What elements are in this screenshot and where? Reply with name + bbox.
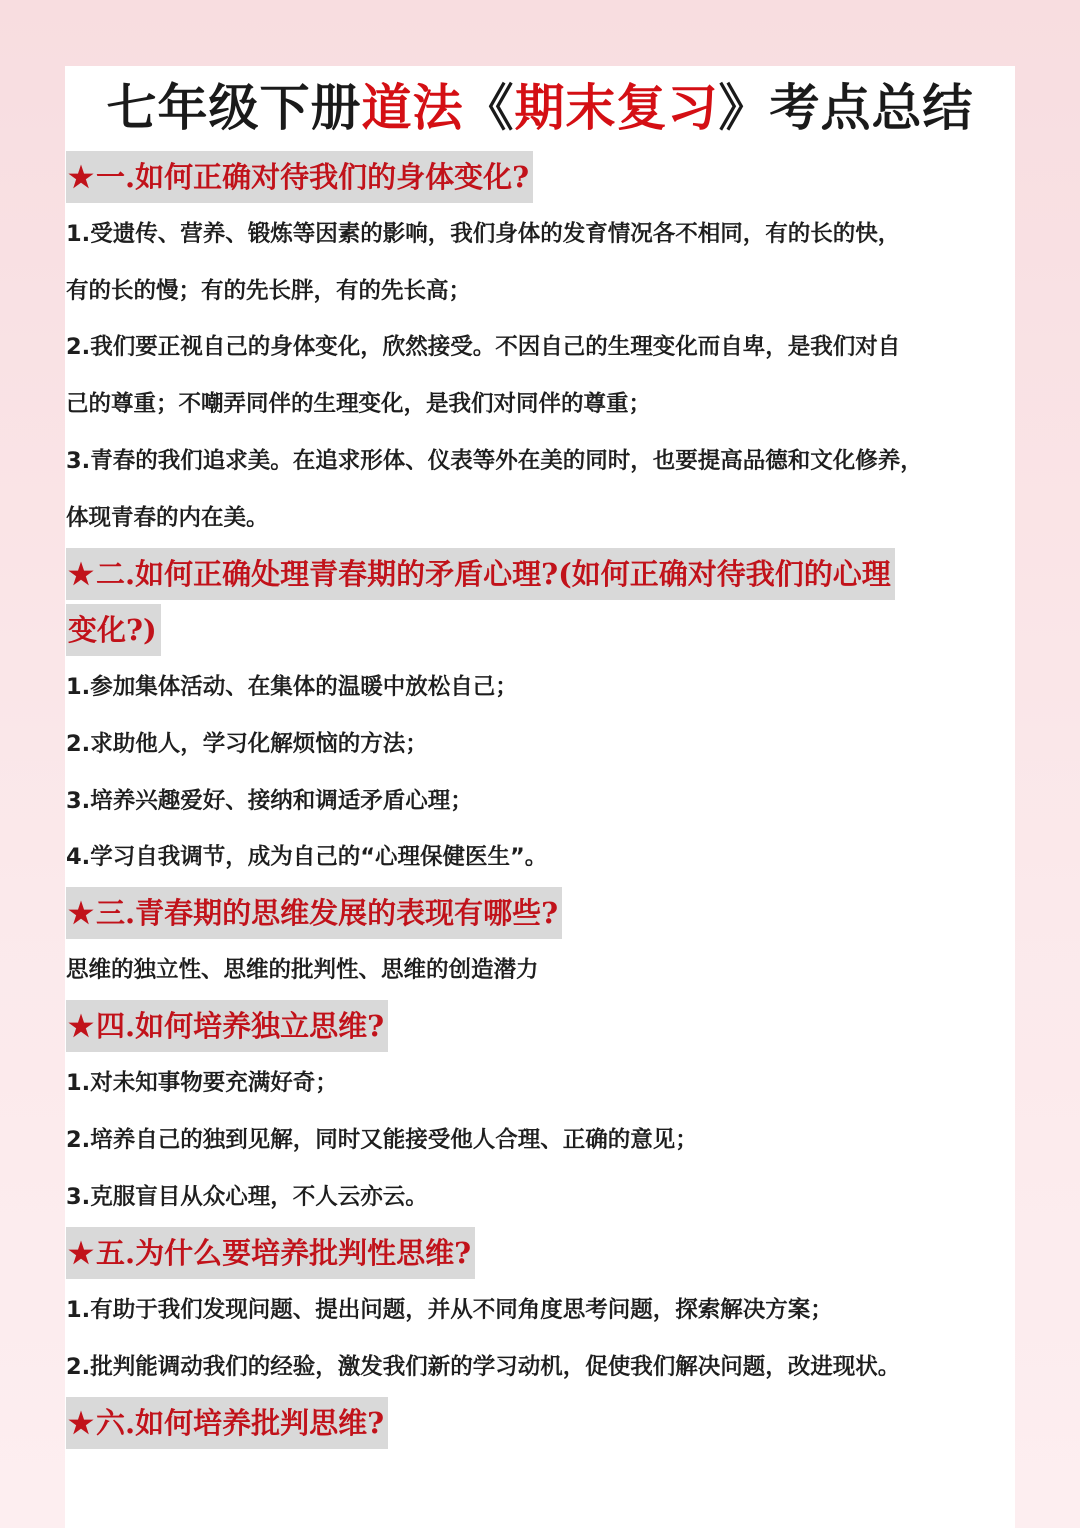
title-part-4: 期末复习	[514, 78, 719, 137]
section-heading-2-text: 二.如何正确处理青春期的矛盾心理?(如何正确对待我们的心理	[96, 557, 891, 591]
star-icon: ★	[68, 1009, 94, 1043]
text-line: 1.有助于我们发现问题、提出问题，并从不同角度思考问题，探索解决方案；	[66, 1297, 833, 1323]
section-heading-4-text: 四.如何培养独立思维?	[96, 1009, 385, 1043]
title-part-1: 七年级下册	[106, 78, 362, 137]
star-icon: ★	[68, 1236, 94, 1270]
text-line: 1.对未知事物要充满好奇；	[66, 1070, 338, 1096]
section-heading-2	[66, 548, 895, 600]
text-line: 2.培养自己的独到见解，同时又能接受他人合理、正确的意见；	[66, 1127, 698, 1153]
title-part-3: 《	[463, 78, 515, 137]
section-heading-1	[66, 151, 533, 203]
section-heading-6-text: 六.如何培养批判思维?	[96, 1406, 385, 1440]
text-line: 己的尊重；不嘲弄同伴的生理变化，是我们对同伴的尊重；	[66, 391, 652, 417]
title-part-5: 》	[718, 78, 770, 137]
section-heading-6	[66, 1397, 388, 1449]
star-icon: ★	[68, 557, 94, 591]
section-heading-5	[66, 1227, 475, 1279]
section-heading-4	[66, 1000, 388, 1052]
title-part-2: 道法	[361, 78, 464, 137]
text-line: 体现青春的内在美。	[66, 505, 269, 531]
text-line: 3.培养兴趣爱好、接纳和调适矛盾心理；	[66, 788, 473, 814]
text-line: 2.批判能调动我们的经验，激发我们新的学习动机，促使我们解决问题，改进现状。	[66, 1354, 901, 1380]
star-icon: ★	[68, 1406, 94, 1440]
text-line: 2.我们要正视自己的身体变化，欣然接受。不因自己的生理变化而自卑，是我们对自	[66, 334, 901, 360]
text-line: 4.学习自我调节，成为自己的“心理保健医生”。	[66, 844, 548, 870]
page-title	[65, 72, 1015, 144]
text-line: 思维的独立性、思维的批判性、思维的创造潜力	[66, 957, 539, 983]
star-icon: ★	[68, 896, 94, 930]
section-heading-5-text: 五.为什么要培养批判性思维?	[96, 1236, 472, 1270]
section-heading-2-continued	[66, 604, 161, 656]
title-part-6: 考点总结	[769, 78, 974, 137]
text-line: 3.青春的我们追求美。在追求形体、仪表等外在美的同时，也要提高品德和文化修养，	[66, 448, 923, 474]
text-line: 1.参加集体活动、在集体的温暖中放松自己；	[66, 674, 518, 700]
section-heading-3	[66, 887, 562, 939]
text-line: 3.克服盲目从众心理，不人云亦云。	[66, 1184, 428, 1210]
text-line: 2.求助他人，学习化解烦恼的方法；	[66, 731, 428, 757]
section-heading-1-text: 一.如何正确对待我们的身体变化?	[96, 160, 530, 194]
star-icon: ★	[68, 160, 94, 194]
section-heading-3-text: 三.青春期的思维发展的表现有哪些?	[96, 896, 559, 930]
section-heading-2-text-continued: 变化?)	[68, 613, 157, 647]
text-line: 有的长的慢；有的先长胖，有的先长高；	[66, 278, 472, 304]
text-line: 1.受遗传、营养、锻炼等因素的影响，我们身体的发育情况各不相同，有的长的快，	[66, 221, 901, 247]
